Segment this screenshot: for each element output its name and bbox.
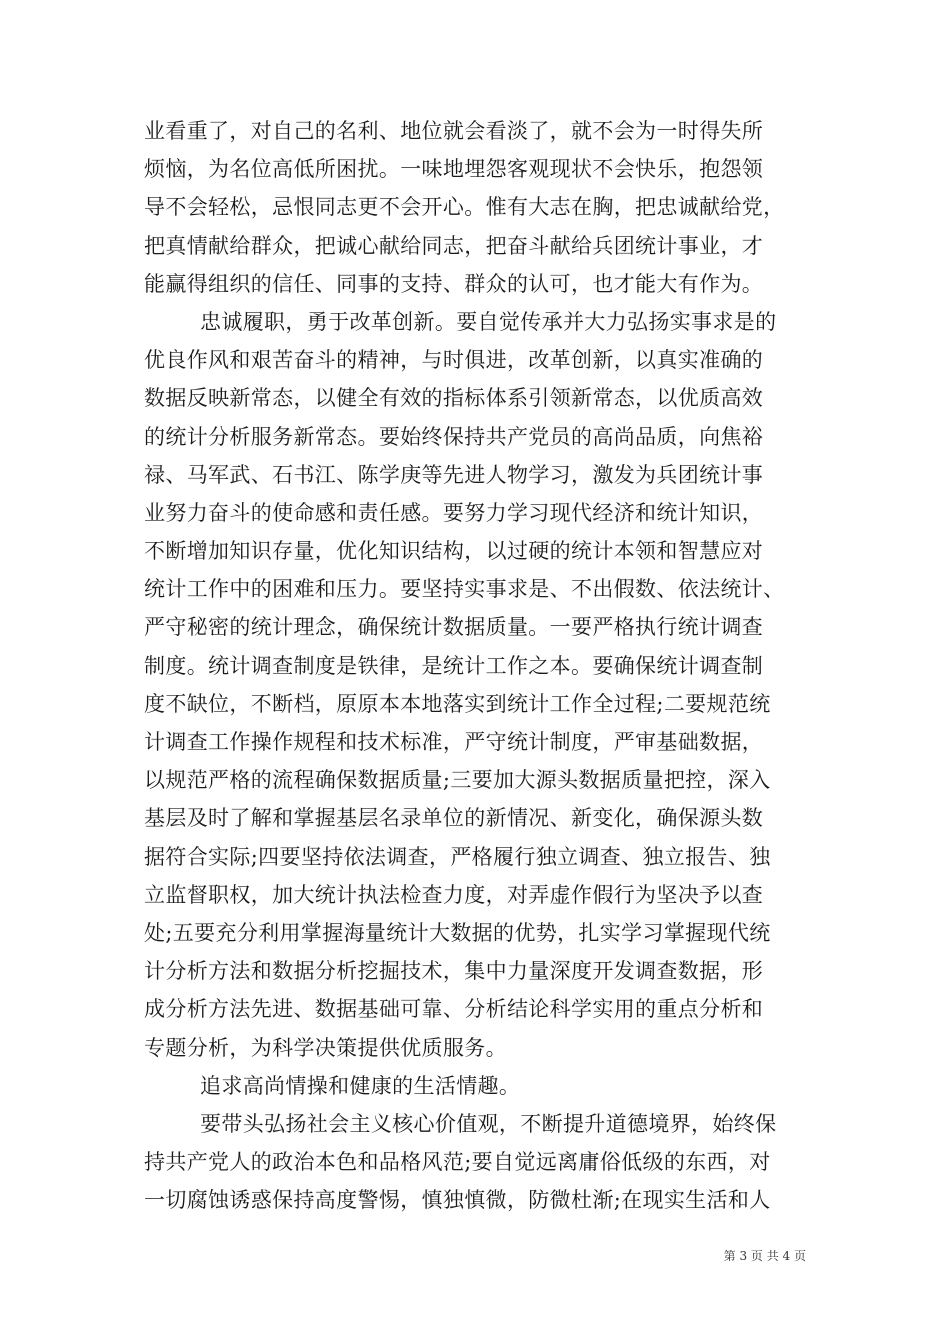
text-line: 业努力奋斗的使命感和责任感。要努力学习现代经济和统计知识， (144, 500, 764, 525)
text-line: 一切腐蚀诱惑保持高度警惕，慎独慎微，防微杜渐;在现实生活和人 (144, 1188, 771, 1213)
page-number: 第 3 页 共 4 页 (723, 1249, 806, 1263)
text-line: 禄、马军武、石书江、陈学庚等先进人物学习，激发为兵团统计事 (144, 462, 764, 487)
text-line: 严守秘密的统计理念，确保统计数据质量。一要严格执行统计调查 (144, 615, 764, 640)
text-line: 不断增加知识存量，优化知识结构，以过硬的统计本领和智慧应对 (144, 539, 764, 564)
text-line: 能赢得组织的信任、同事的支持、群众的认可，也才能大有作为。 (144, 271, 764, 296)
text-line: 基层及时了解和掌握基层名录单位的新情况、新变化，确保源头数 (144, 806, 764, 831)
text-line: 以规范严格的流程确保数据质量;三要加大源头数据质量把控，深入 (144, 768, 771, 793)
text-line: 度不缺位，不断档，原原本本地落实到统计工作全过程;二要规范统 (144, 691, 771, 716)
text-line: 计调查工作操作规程和技术标准，严守统计制度，严审基础数据， (144, 730, 764, 754)
text-line: 导不会轻松，忌恨同志更不会开心。惟有大志在胸，把忠诚献给党， (144, 195, 785, 220)
text-line: 据符合实际;四要坚持依法调查，严格履行独立调查、独立报告、独 (144, 844, 771, 869)
text-line: 把真情献给群众，把诚心献给同志，把奋斗献给兵团统计事业，才 (144, 233, 764, 258)
text-line: 专题分析，为科学决策提供优质服务。 (144, 1035, 507, 1060)
body-text (144, 112, 806, 1219)
text-line: 持共产党人的政治本色和品格风范;要自觉远离庸俗低级的东西，对 (144, 1150, 771, 1175)
text-line: 立监督职权，加大统计执法检查力度，对弄虚作假行为坚决予以查 (144, 882, 764, 907)
text-line: 处;五要充分利用掌握海量统计大数据的优势，扎实学习掌握现代统 (144, 920, 771, 945)
paragraph-start-line: 忠诚履职，勇于改革创新。要自觉传承并大力弘扬实事求是的 (200, 309, 777, 334)
text-line: 统计工作中的困难和压力。要坚持实事求是、不出假数、依法统计、 (144, 577, 785, 602)
section-heading-line: 追求高尚情操和健康的生活情趣。 (200, 1073, 521, 1098)
text-line: 的统计分析服务新常态。要始终保持共产党员的高尚品质，向焦裕 (144, 424, 764, 449)
text-line: 数据反映新常态，以健全有效的指标体系引领新常态，以优质高效 (144, 386, 764, 411)
text-line: 优良作风和艰苦奋斗的精神，与时俱进，改革创新，以真实准确的 (144, 348, 764, 373)
text-line: 成分析方法先进、数据基础可靠、分析结论科学实用的重点分析和 (144, 997, 764, 1022)
text-line: 烦恼，为名位高低所困扰。一味地埋怨客观现状不会快乐，抱怨领 (144, 157, 764, 182)
paragraph-start-line: 要带头弘扬社会主义核心价值观，不断提升道德境界，始终保 (200, 1111, 777, 1136)
text-line: 计分析方法和数据分析挖掘技术，集中力量深度开发调查数据，形 (144, 959, 764, 984)
text-line: 制度。统计调查制度是铁律，是统计工作之本。要确保统计调查制 (144, 653, 764, 678)
text-line: 业看重了，对自己的名利、地位就会看淡了，就不会为一时得失所 (144, 119, 764, 143)
